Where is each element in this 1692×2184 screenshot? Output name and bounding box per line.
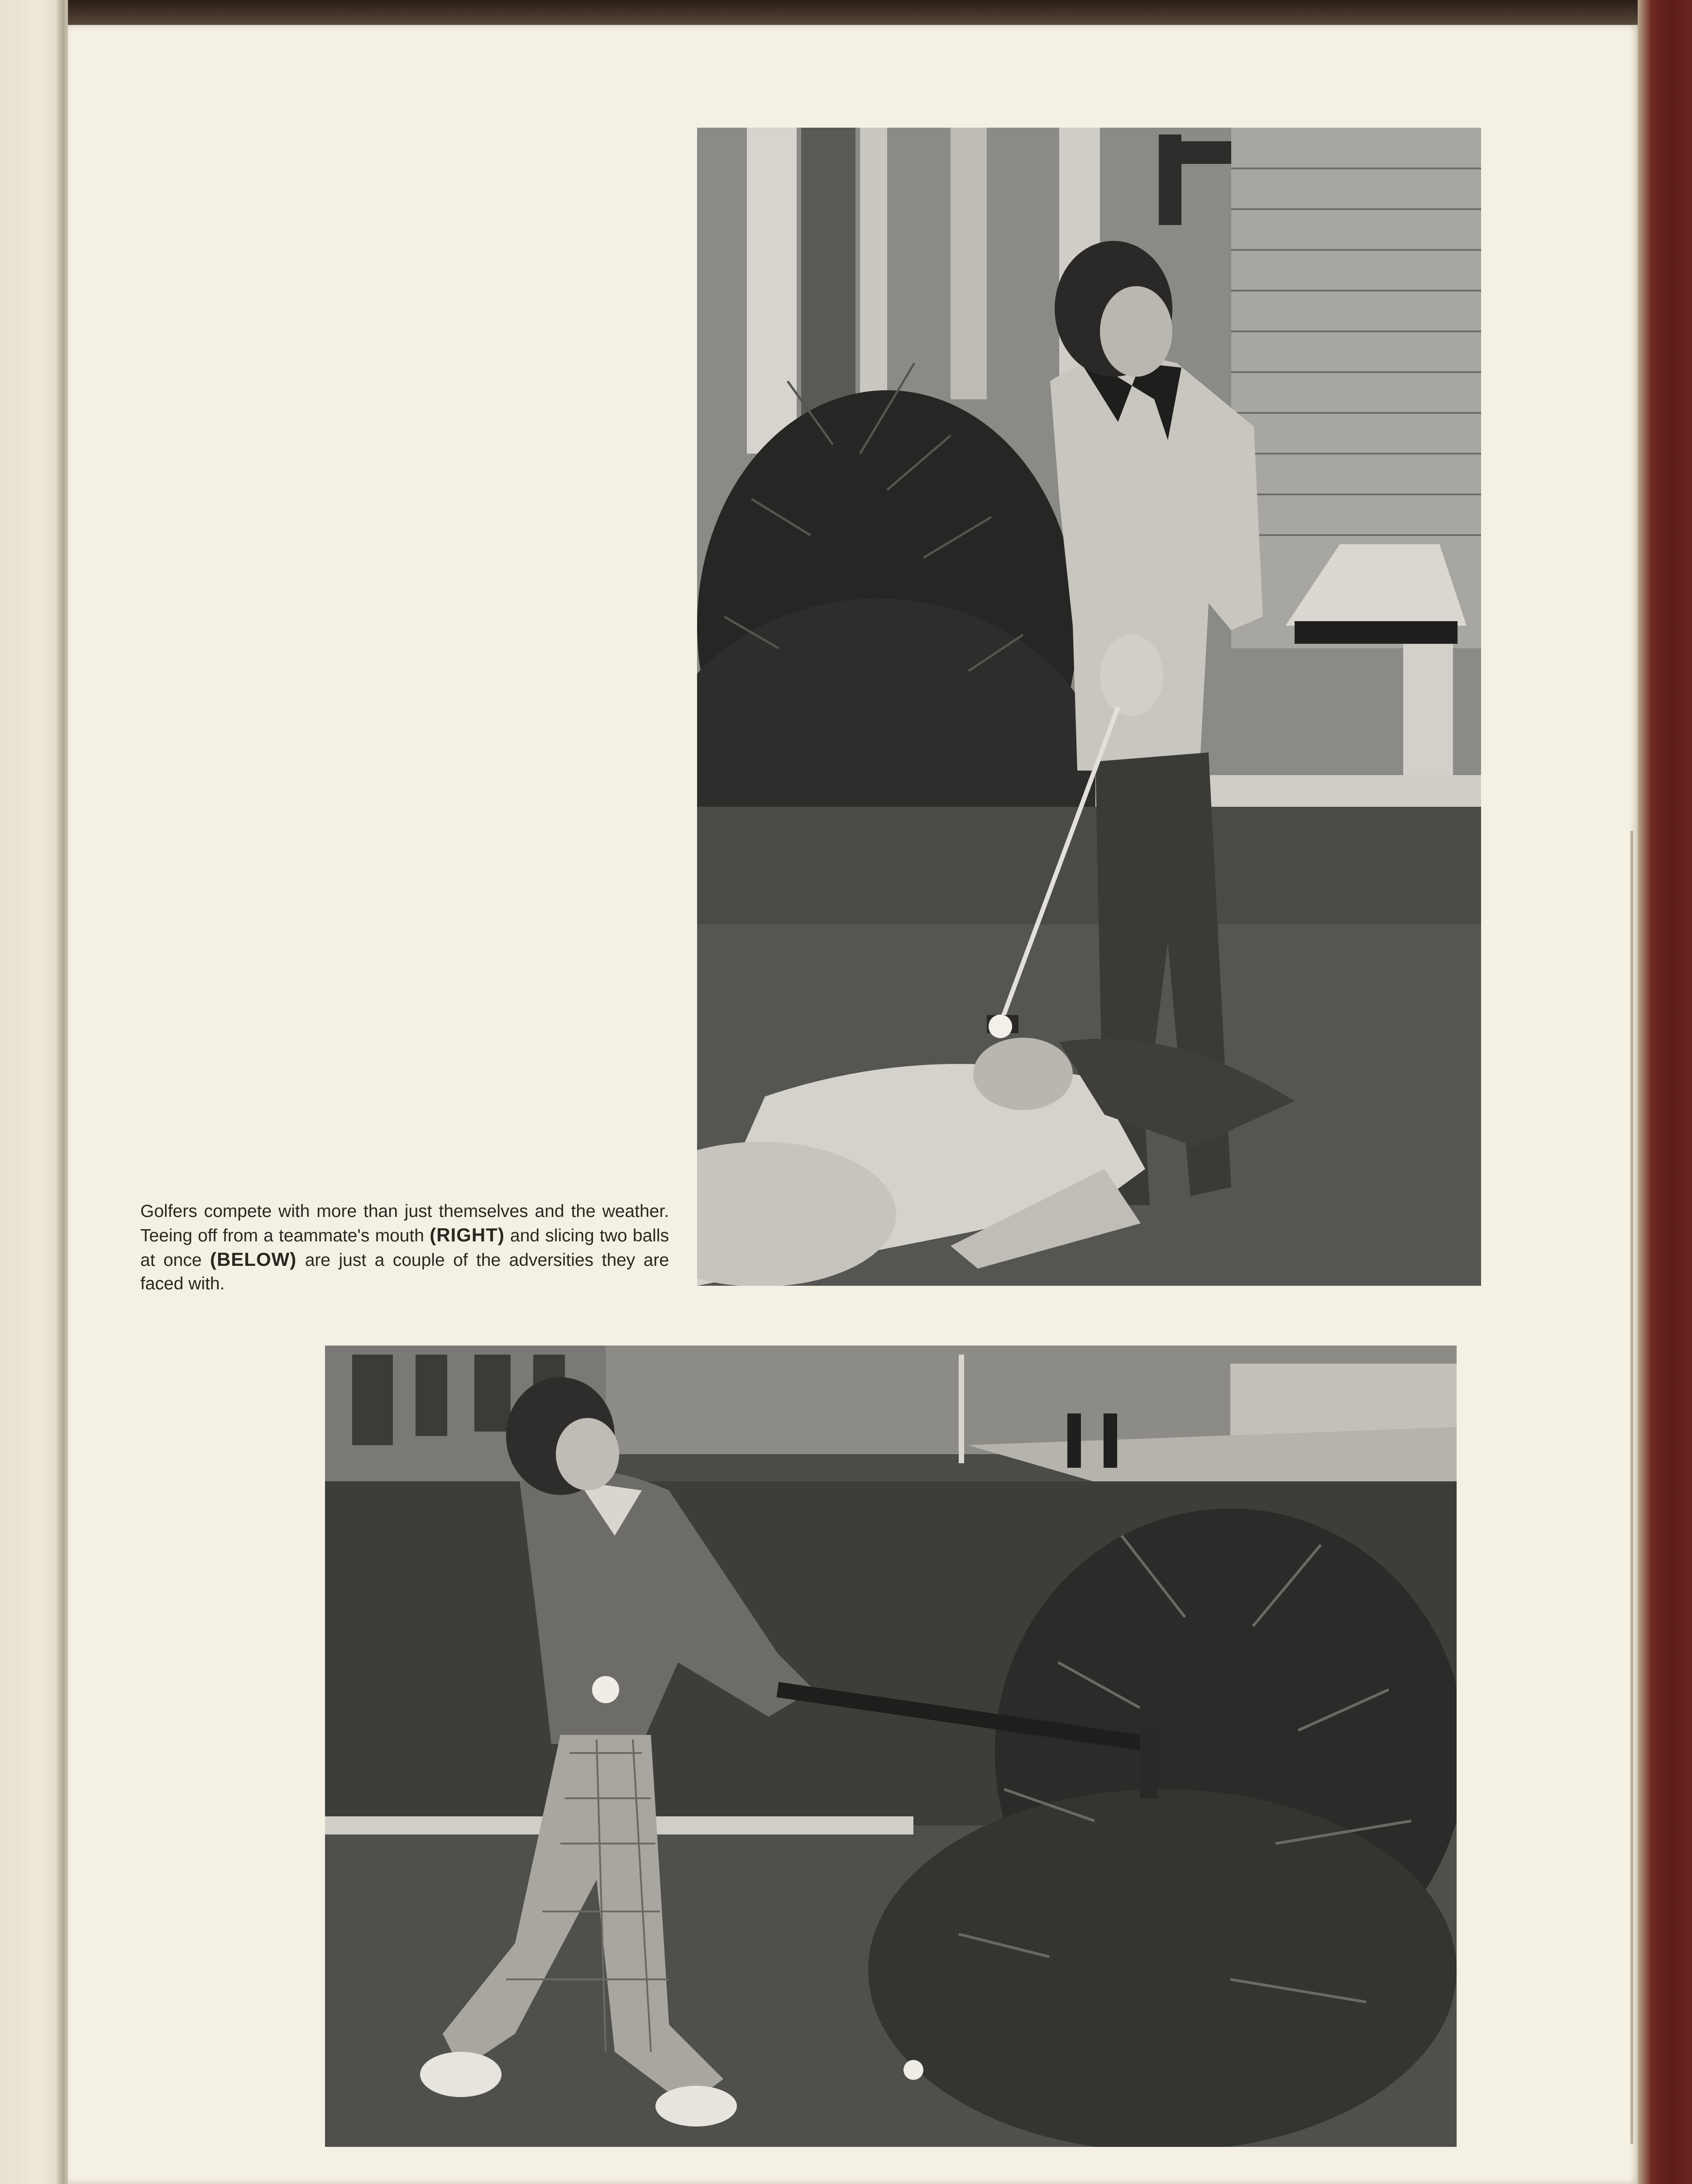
caption-below-label: (BELOW) [210,1249,297,1270]
page [68,25,1638,2184]
photo-slicing-illustration [325,1346,1457,2147]
caption-text-part3: are just a couple of the adversities they are faced with. [140,1250,669,1293]
caption-text-part2: and slicing two balls at once [140,1226,669,1270]
photo-teeing-off-illustration [697,128,1481,1286]
photo-caption [140,1200,669,1296]
caption-text-part1: Golfers compete with more than just themselves and the weather. Teeing off from a teammate's mouth [140,1202,669,1245]
photo-teeing-off-teammate-mouth [697,128,1481,1286]
caption-right-label: (RIGHT) [430,1224,505,1245]
book-cover-edge [1638,0,1692,2184]
photo-slicing-two-balls [325,1346,1457,2147]
scan-top-edge [0,0,1692,26]
gutter-shadow [57,0,69,2184]
margin-rule [1630,831,1633,2144]
